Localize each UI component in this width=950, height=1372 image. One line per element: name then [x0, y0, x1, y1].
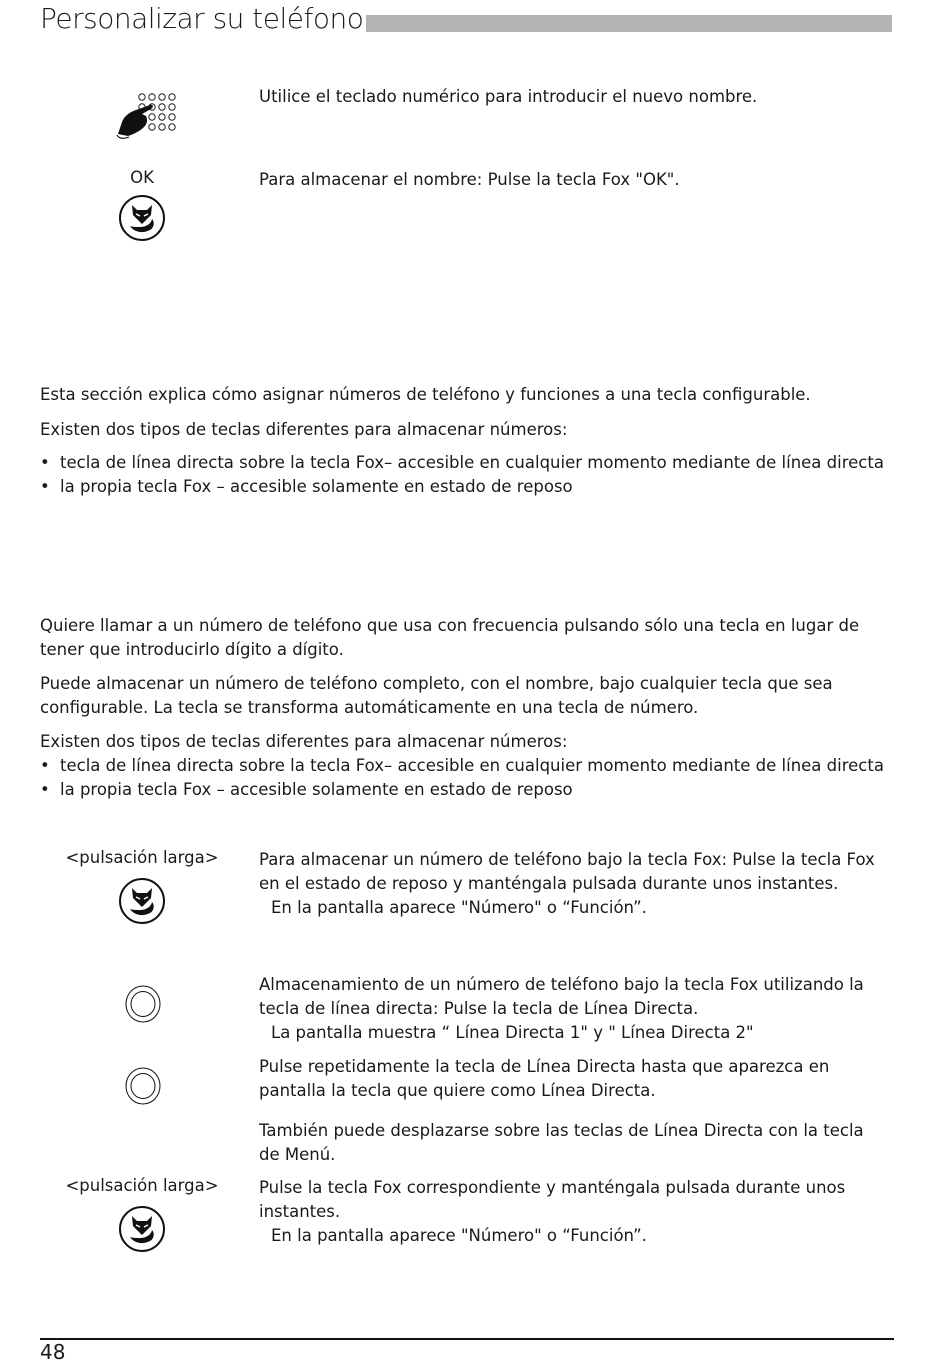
line-key-icon[interactable]	[124, 1066, 162, 1106]
section2-para1: Quiere llamar a un número de teléfono que usa con frecuencia pulsando sólo una tecla en lugar de tener que introducirlo dígito a dígito.	[40, 616, 860, 659]
fox-key-icon[interactable]	[118, 877, 166, 925]
step-ok-text: Para almacenar el nombre: Pulse la tecla Fox "OK".	[259, 170, 680, 189]
step-press-fox-instruction: Pulse la tecla Fox correspondiente y manténgala pulsada durante unos instantes.	[259, 1178, 846, 1221]
step-menu-scroll-text: También puede desplazarse sobre las teclas de Línea Directa con la tecla de Menú.	[259, 1121, 864, 1164]
step-store-fox-instruction: Para almacenar un número de teléfono bajo la tecla Fox: Pulse la tecla Fox en el estado de reposo y manténgala pulsada durante unos instantes.	[259, 850, 875, 893]
step-repeat-line-key-text: Pulse repetidamente la tecla de Línea Directa hasta que aparezca en pantalla la tecla que quiere como Línea Directa.	[259, 1057, 830, 1100]
keypad-icon	[116, 90, 182, 140]
step-keypad-text: Utilice el teclado numérico para introducir el nuevo nombre.	[259, 87, 758, 106]
section2-types-heading: Existen dos tipos de teclas diferentes para almacenar números:	[40, 732, 568, 751]
list-item: • la propia tecla Fox – accesible solamente en estado de reposo	[40, 778, 900, 802]
page-number: 48	[40, 1340, 66, 1364]
ok-label: OK	[130, 168, 154, 187]
step-line-key-result: La pantalla muestra “ Línea Directa 1" y " Línea Directa 2"	[271, 1023, 754, 1042]
step-press-fox-result: En la pantalla aparece "Número" o “Función”.	[271, 1226, 647, 1245]
long-press-label: <pulsación larga>	[65, 848, 219, 867]
fox-key-icon[interactable]	[118, 1205, 166, 1253]
section2-bullet-list	[40, 754, 900, 802]
step-line-key-instruction: Almacenamiento de un número de teléfono bajo la tecla Fox utilizando la tecla de línea directa: Pulse la tecla de Línea Directa.	[259, 975, 864, 1018]
list-item: • la propia tecla Fox – accesible solamente en estado de reposo	[40, 475, 900, 499]
step-store-fox-text	[259, 848, 884, 920]
title-rule	[366, 15, 892, 32]
page-title: Personalizar su teléfono	[40, 2, 364, 35]
footer-rule	[40, 1338, 894, 1340]
section2-para2: Puede almacenar un número de teléfono completo, con el nombre, bajo cualquier tecla que sea configurable. La tecla se transforma automáticamente en una tecla de número.	[40, 674, 833, 717]
section1-intro: Esta sección explica cómo asignar números de teléfono y funciones a una tecla configurable.	[40, 385, 811, 404]
step-store-fox-result: En la pantalla aparece "Número" o “Función”.	[271, 898, 647, 917]
list-item: • tecla de línea directa sobre la tecla Fox– accesible en cualquier momento mediante de línea directa	[40, 451, 900, 475]
fox-key-icon[interactable]	[118, 194, 166, 242]
line-key-icon[interactable]	[124, 984, 162, 1024]
list-item: • tecla de línea directa sobre la tecla Fox– accesible en cualquier momento mediante de línea directa	[40, 754, 900, 778]
section1-bullet-list	[40, 451, 900, 499]
step-line-key-text	[259, 973, 884, 1045]
section1-types-heading: Existen dos tipos de teclas diferentes para almacenar números:	[40, 420, 568, 439]
step-press-fox-text	[259, 1176, 849, 1248]
long-press-label: <pulsación larga>	[65, 1176, 219, 1195]
